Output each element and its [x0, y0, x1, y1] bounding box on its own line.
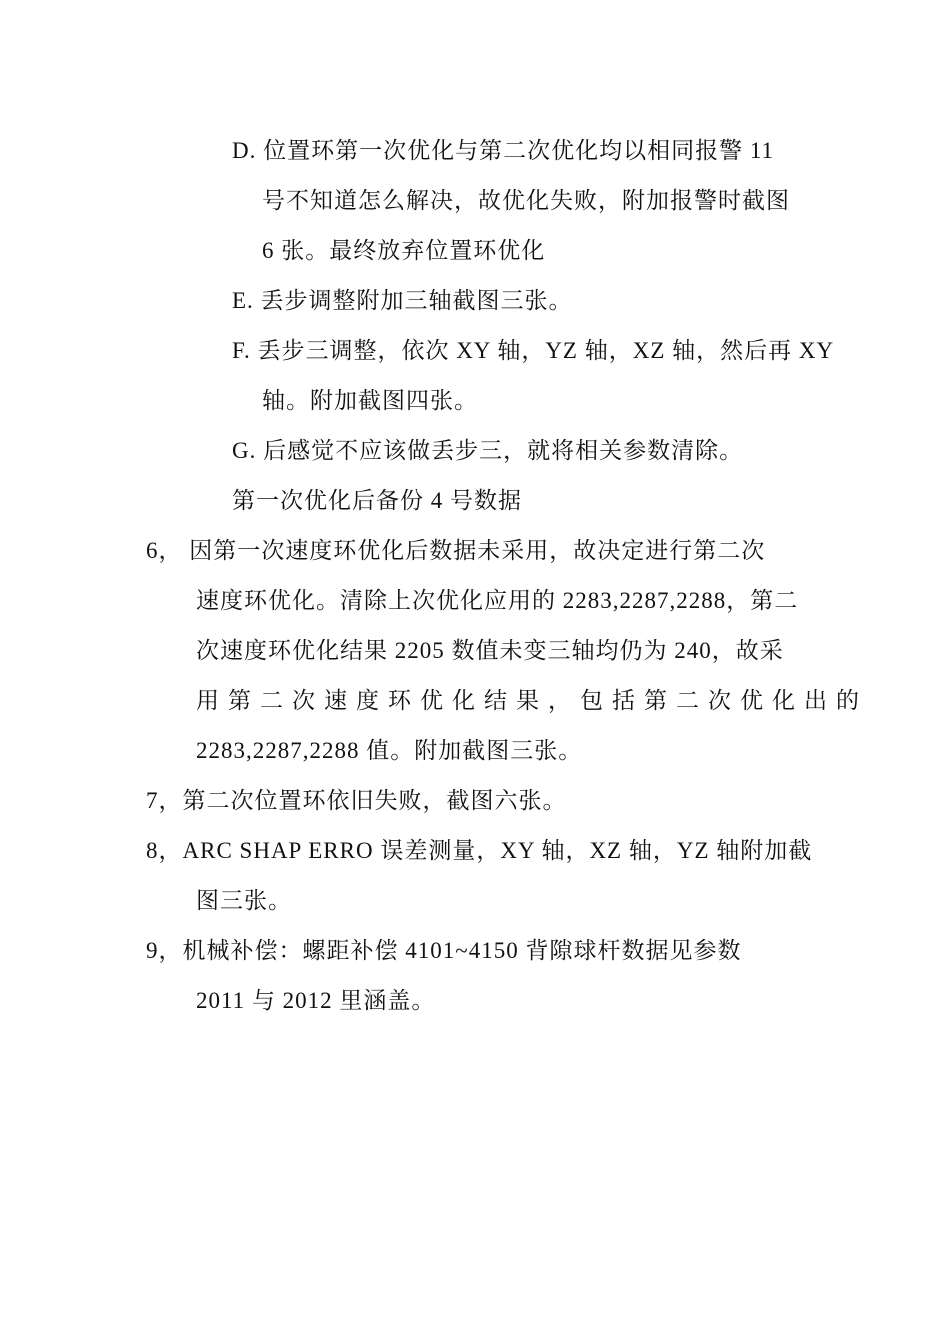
item-6-line-3: 次速度环优化结果 2205 数值未变三轴均仍为 240，故采 [196, 638, 784, 663]
item-9-line-1: 9，机械补偿：螺距补偿 4101~4150 背隙球杆数据见参数 [146, 938, 742, 963]
backup-note: 第一次优化后备份 4 号数据 [232, 488, 522, 513]
item-6-line-4: 用第二次速度环优化结果，包括第二次优化出的 [196, 688, 868, 713]
item-9-line-2: 2011 与 2012 里涵盖。 [196, 988, 436, 1013]
item-6-line-1: 6， 因第一次速度环优化后数据未采用，故决定进行第二次 [146, 538, 766, 563]
item-8-line-1: 8，ARC SHAP ERRO 误差测量，XY 轴，XZ 轴，YZ 轴附加截 [146, 838, 813, 863]
item-8-line-2: 图三张。 [196, 888, 292, 913]
item-6-line-5: 2283,2287,2288 值。附加截图三张。 [196, 738, 583, 763]
item-f-line-1: F. 丢步三调整，依次 XY 轴，YZ 轴，XZ 轴，然后再 XY [232, 338, 835, 363]
item-d-line-2: 号不知道怎么解决，故优化失败，附加报警时截图 [262, 188, 790, 213]
item-7-line-1: 7，第二次位置环依旧失败，截图六张。 [146, 788, 567, 813]
item-e-line-1: E. 丢步调整附加三轴截图三张。 [232, 288, 573, 313]
item-d-line-3: 6 张。最终放弃位置环优化 [262, 238, 546, 263]
item-g-line-1: G. 后感觉不应该做丢步三，就将相关参数清除。 [232, 438, 744, 463]
item-f-line-2: 轴。附加截图四张。 [262, 388, 478, 413]
item-6-line-2: 速度环优化。清除上次优化应用的 2283,2287,2288，第二 [196, 588, 799, 613]
item-d-line-1: D. 位置环第一次优化与第二次优化均以相同报警 11 [232, 138, 775, 163]
